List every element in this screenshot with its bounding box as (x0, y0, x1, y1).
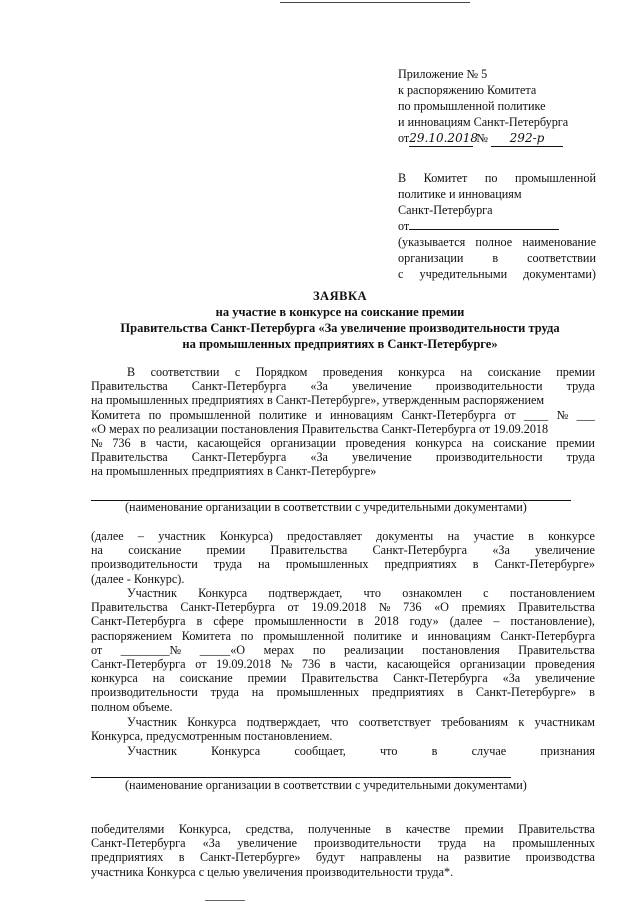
addressee-from-line (398, 218, 596, 234)
text-line: участника Конкурса с целью увеличения производительности труда*. (91, 864, 454, 879)
word: Санкт-Петербурге» (475, 685, 577, 700)
word: качестве (405, 822, 451, 836)
word: соответствии (527, 251, 596, 265)
title-line: на участие в конкурсе на соискание премии (215, 305, 465, 319)
word: участникам (534, 715, 595, 729)
word: Санкт-Петербурга (91, 657, 186, 672)
word: постановлением (509, 586, 595, 600)
word: премии (556, 365, 595, 379)
word: Комитета (91, 407, 141, 422)
word: на (460, 365, 473, 379)
word: от (504, 407, 516, 422)
word: промышленных (276, 685, 360, 700)
text-line: (далее - Конкурс). (91, 571, 185, 586)
word: на (447, 529, 460, 543)
word: _____«О (199, 642, 246, 657)
word: от (195, 657, 207, 672)
word: промышленных (285, 557, 369, 572)
appendix-date-number-line (398, 130, 598, 147)
word: «О (434, 600, 449, 615)
word: части, (345, 657, 378, 672)
handwritten-date: 29.10.2018 (409, 131, 478, 145)
word: Участник (127, 586, 177, 600)
addressee-note-2 (398, 250, 596, 266)
word: Конкурса (198, 586, 248, 600)
word: развитие (464, 850, 511, 865)
word: в (457, 685, 463, 700)
word: ___ (576, 407, 595, 422)
text-line (91, 715, 595, 729)
word: Комитета (181, 628, 232, 643)
from-prefix: от (398, 219, 410, 233)
word: (далее (449, 614, 483, 629)
appendix-header (398, 66, 598, 147)
word: году» (409, 614, 439, 629)
word: по (148, 407, 162, 422)
word: 736 (403, 600, 422, 615)
word: Санкт-Петербурге» (494, 557, 595, 572)
word: (указывается (398, 235, 466, 249)
text-line (91, 643, 595, 657)
addressee-line-2: политике и инновациям (398, 187, 522, 201)
text-line (91, 657, 595, 671)
word: производительности (91, 557, 198, 572)
text-line: на промышленных предприятиях в Санкт-Петербурге» (91, 464, 377, 479)
text-line: Конкурса, предусмотренным постановлением. (91, 729, 333, 744)
word: участник (158, 529, 206, 543)
word: в (178, 850, 185, 865)
word: премии (556, 436, 595, 451)
text-line (91, 850, 595, 864)
word: по (240, 628, 254, 643)
word: Участник (127, 715, 177, 729)
word: Комитет (423, 171, 468, 185)
word: – (137, 529, 144, 543)
word: на (483, 836, 496, 851)
addressee-line-1 (398, 170, 596, 186)
word: от (91, 642, 103, 657)
word: Санкт-Петербурга (401, 407, 496, 422)
word: (далее (91, 529, 124, 543)
word: ____ (523, 407, 549, 422)
word: мерах (263, 642, 295, 657)
text-line (91, 836, 595, 850)
word: подтверждает, (246, 715, 321, 729)
word: что (363, 586, 381, 600)
word: с (234, 365, 241, 379)
word: организации (270, 436, 336, 451)
word: и (411, 628, 418, 643)
word: промышленных (512, 836, 595, 851)
word: ________№ (120, 642, 182, 657)
word: труда (213, 557, 243, 572)
word: документы (376, 529, 434, 543)
word: соискание (179, 671, 233, 686)
text-line (91, 629, 595, 643)
word: Санкт-Петербурга (191, 450, 287, 465)
word: в (589, 685, 595, 700)
word: Санкт-Петербурга (500, 628, 595, 643)
word: сфере (213, 614, 244, 629)
scan-mark-top (280, 2, 470, 3)
text-line (91, 379, 595, 393)
word: с (483, 586, 489, 600)
word: на (152, 671, 165, 686)
scan-mark-bottom (205, 900, 245, 901)
word: Правительства (518, 822, 595, 836)
word: в (357, 614, 364, 629)
text-line (91, 450, 595, 464)
word: – (493, 614, 500, 629)
fill-in-caption-2: (наименование организации в соответствии с учредительными документами) (125, 778, 527, 792)
word: предприятиях (91, 850, 164, 865)
word: постановления (422, 642, 500, 657)
word: с (398, 267, 404, 281)
word: труда (566, 450, 595, 465)
paragraph-4 (91, 715, 595, 743)
word: промышленной (515, 171, 596, 185)
word: инновациям (329, 407, 394, 422)
text-line: полном объеме. (91, 699, 173, 714)
word: на (436, 850, 449, 865)
word: премиях (461, 600, 506, 615)
word: учредительными (419, 267, 508, 281)
word: организации (398, 251, 464, 265)
paragraph-3 (91, 586, 595, 714)
addressee-block (398, 170, 596, 282)
word: 19.09.2018 (311, 600, 367, 615)
title-word: ЗАЯВКА (312, 289, 368, 303)
word: что (331, 715, 349, 729)
word: и (315, 407, 322, 422)
word: в (329, 657, 336, 672)
addressee-line-3: Санкт-Петербурга (398, 203, 493, 217)
date-prefix: от (398, 131, 410, 145)
word: признания (540, 744, 595, 758)
text-line (91, 822, 595, 836)
word: будут (315, 850, 345, 865)
title-line: Правительства Санкт-Петербурга «За увеличение производительности труда (120, 321, 560, 335)
word: касающейся (197, 436, 261, 451)
paragraph-5 (91, 744, 595, 758)
word: Конкурса, (178, 822, 232, 836)
addressee-note-3 (398, 266, 596, 282)
word: предприятиях (372, 685, 445, 700)
word: соискание (128, 543, 182, 558)
addressee-note-1 (398, 234, 596, 250)
word: направлены (359, 850, 422, 865)
word: организации (459, 657, 526, 672)
word: Санкт-Петербурга (372, 543, 468, 558)
text-line (91, 365, 595, 379)
word: 2018 (374, 614, 399, 629)
text-line: «О мерах по реализации постановления Правительства Санкт-Петербурга от 19.09.2018 (91, 421, 549, 436)
word: победителями (91, 822, 165, 836)
word: 736 (301, 657, 321, 672)
word: проведения (534, 657, 595, 672)
word: распоряжением (91, 628, 173, 643)
word: на (471, 436, 484, 451)
word: политике (258, 407, 307, 422)
appendix-line: и инновациям Санкт-Петербурга (398, 115, 569, 129)
word: Правительства (91, 450, 168, 465)
text-line (91, 408, 595, 422)
word: увеличение (351, 379, 412, 394)
word: увеличение (535, 543, 595, 558)
text-line (91, 685, 595, 699)
word: предприятиях (384, 557, 457, 572)
word: полученные (308, 822, 371, 836)
word: 19.09.2018 (216, 657, 271, 672)
word: в (472, 557, 479, 572)
word: по (312, 642, 326, 657)
from-blank (409, 218, 559, 230)
word: инновациям (427, 628, 491, 643)
handwritten-number: 292-р (491, 130, 563, 147)
word: конкурсе (548, 529, 595, 543)
number-prefix: № (476, 131, 488, 145)
word: производительности (435, 379, 543, 394)
word: в (385, 822, 392, 836)
text-line (91, 543, 595, 557)
word: постановление), (510, 614, 595, 629)
word: Санкт-Петербурга (180, 600, 275, 615)
word: «За (202, 836, 221, 851)
word: премии (206, 543, 246, 558)
title-line: на промышленных предприятиях в Санкт-Петербурге» (182, 337, 498, 351)
word: средства, (245, 822, 294, 836)
word: Правительства (91, 379, 168, 394)
word: политике (353, 628, 402, 643)
word: Конкурса (187, 715, 237, 729)
word: касающейся (386, 657, 451, 672)
word: Санкт-Петербурге» (199, 850, 301, 865)
word: Участник (127, 744, 177, 758)
word: на (91, 543, 103, 558)
word: на (258, 557, 270, 572)
word: Правительства (270, 543, 348, 558)
word: № (378, 600, 391, 615)
word: в (431, 744, 438, 758)
word: на (251, 685, 264, 700)
word: «За (502, 671, 521, 686)
word: Санкт-Петербурга (393, 671, 488, 686)
text-line (91, 671, 595, 685)
word: подтверждает, (268, 586, 343, 600)
text-line (91, 529, 595, 543)
word: Порядком (255, 365, 308, 379)
appendix-line: Приложение № 5 (398, 67, 488, 81)
appendix-line: по промышленной политике (398, 99, 546, 113)
word: Правительства (518, 600, 595, 615)
word: случае (471, 744, 507, 758)
word: соответствии (150, 365, 220, 379)
word: № (280, 657, 293, 672)
word: В (398, 171, 407, 185)
word: промышленной (169, 407, 251, 422)
word: премии (464, 822, 504, 836)
appendix-line: к распоряжению Комитета (398, 83, 537, 97)
word: проведения (345, 436, 406, 451)
paragraph-1 (91, 365, 595, 479)
word: Правительства (518, 642, 595, 657)
word: № (91, 436, 103, 451)
fill-in-caption-1: (наименование организации в соответствии с учредительными документами) (125, 500, 527, 514)
text-line (91, 744, 595, 758)
document-title (60, 288, 620, 352)
word: участие (473, 529, 514, 543)
word: Конкурса) (219, 529, 273, 543)
text-line (91, 436, 595, 450)
text-line (91, 614, 595, 628)
paragraph-2 (91, 529, 595, 586)
word: производительности (314, 836, 421, 851)
word: Санкт-Петербурга (91, 614, 186, 629)
word: наименование (522, 235, 596, 249)
word: увеличение (351, 450, 412, 465)
word: производства (525, 850, 595, 865)
word: по (484, 171, 498, 185)
word: производительности (435, 450, 543, 465)
word: промышленной (263, 628, 345, 643)
word: части, (155, 436, 188, 451)
word: Санкт-Петербурга (191, 379, 287, 394)
word: в (196, 614, 203, 629)
word: соответствует (358, 715, 431, 729)
text-line (91, 586, 595, 600)
word: Санкт-Петербурга (91, 836, 186, 851)
word: реализации (344, 642, 404, 657)
word: № (556, 407, 569, 422)
word: труда (566, 379, 595, 394)
word: промышленности (254, 614, 347, 629)
text-line (91, 600, 595, 614)
word: Правительства (301, 671, 379, 686)
word: конкурса (91, 671, 138, 686)
word: в (528, 529, 534, 543)
word: труда (210, 685, 239, 700)
word: конкурса (415, 436, 463, 451)
word: В (127, 365, 136, 379)
paragraph-6 (91, 822, 595, 879)
word: в (492, 251, 499, 265)
word: «За (310, 450, 328, 465)
word: «За (492, 543, 510, 558)
word: Правительства (91, 600, 168, 615)
word: увеличение (237, 836, 298, 851)
word: сообщает, (294, 744, 346, 758)
word: от (287, 600, 299, 615)
word: «За (310, 379, 328, 394)
word: полное (475, 235, 513, 249)
word: предоставляет (287, 529, 362, 543)
word: ознакомлен (402, 586, 462, 600)
word: увеличение (535, 671, 595, 686)
text-line (91, 557, 595, 571)
word: премии (247, 671, 287, 686)
word: проведения (322, 365, 383, 379)
word: требованиям (441, 715, 508, 729)
text-line: на промышленных предприятиях в Санкт-Петербурге», утвержденным распоряжением (91, 393, 545, 408)
word: 736 (112, 436, 131, 451)
word: в (140, 436, 147, 451)
word: к (518, 715, 525, 729)
word: соискание (487, 365, 541, 379)
word: производительности (91, 685, 198, 700)
word: труда (437, 836, 467, 851)
word: Конкурса (211, 744, 261, 758)
word: что (380, 744, 398, 758)
word: конкурса (398, 365, 445, 379)
word: документами) (523, 267, 596, 281)
word: соискание (493, 436, 547, 451)
